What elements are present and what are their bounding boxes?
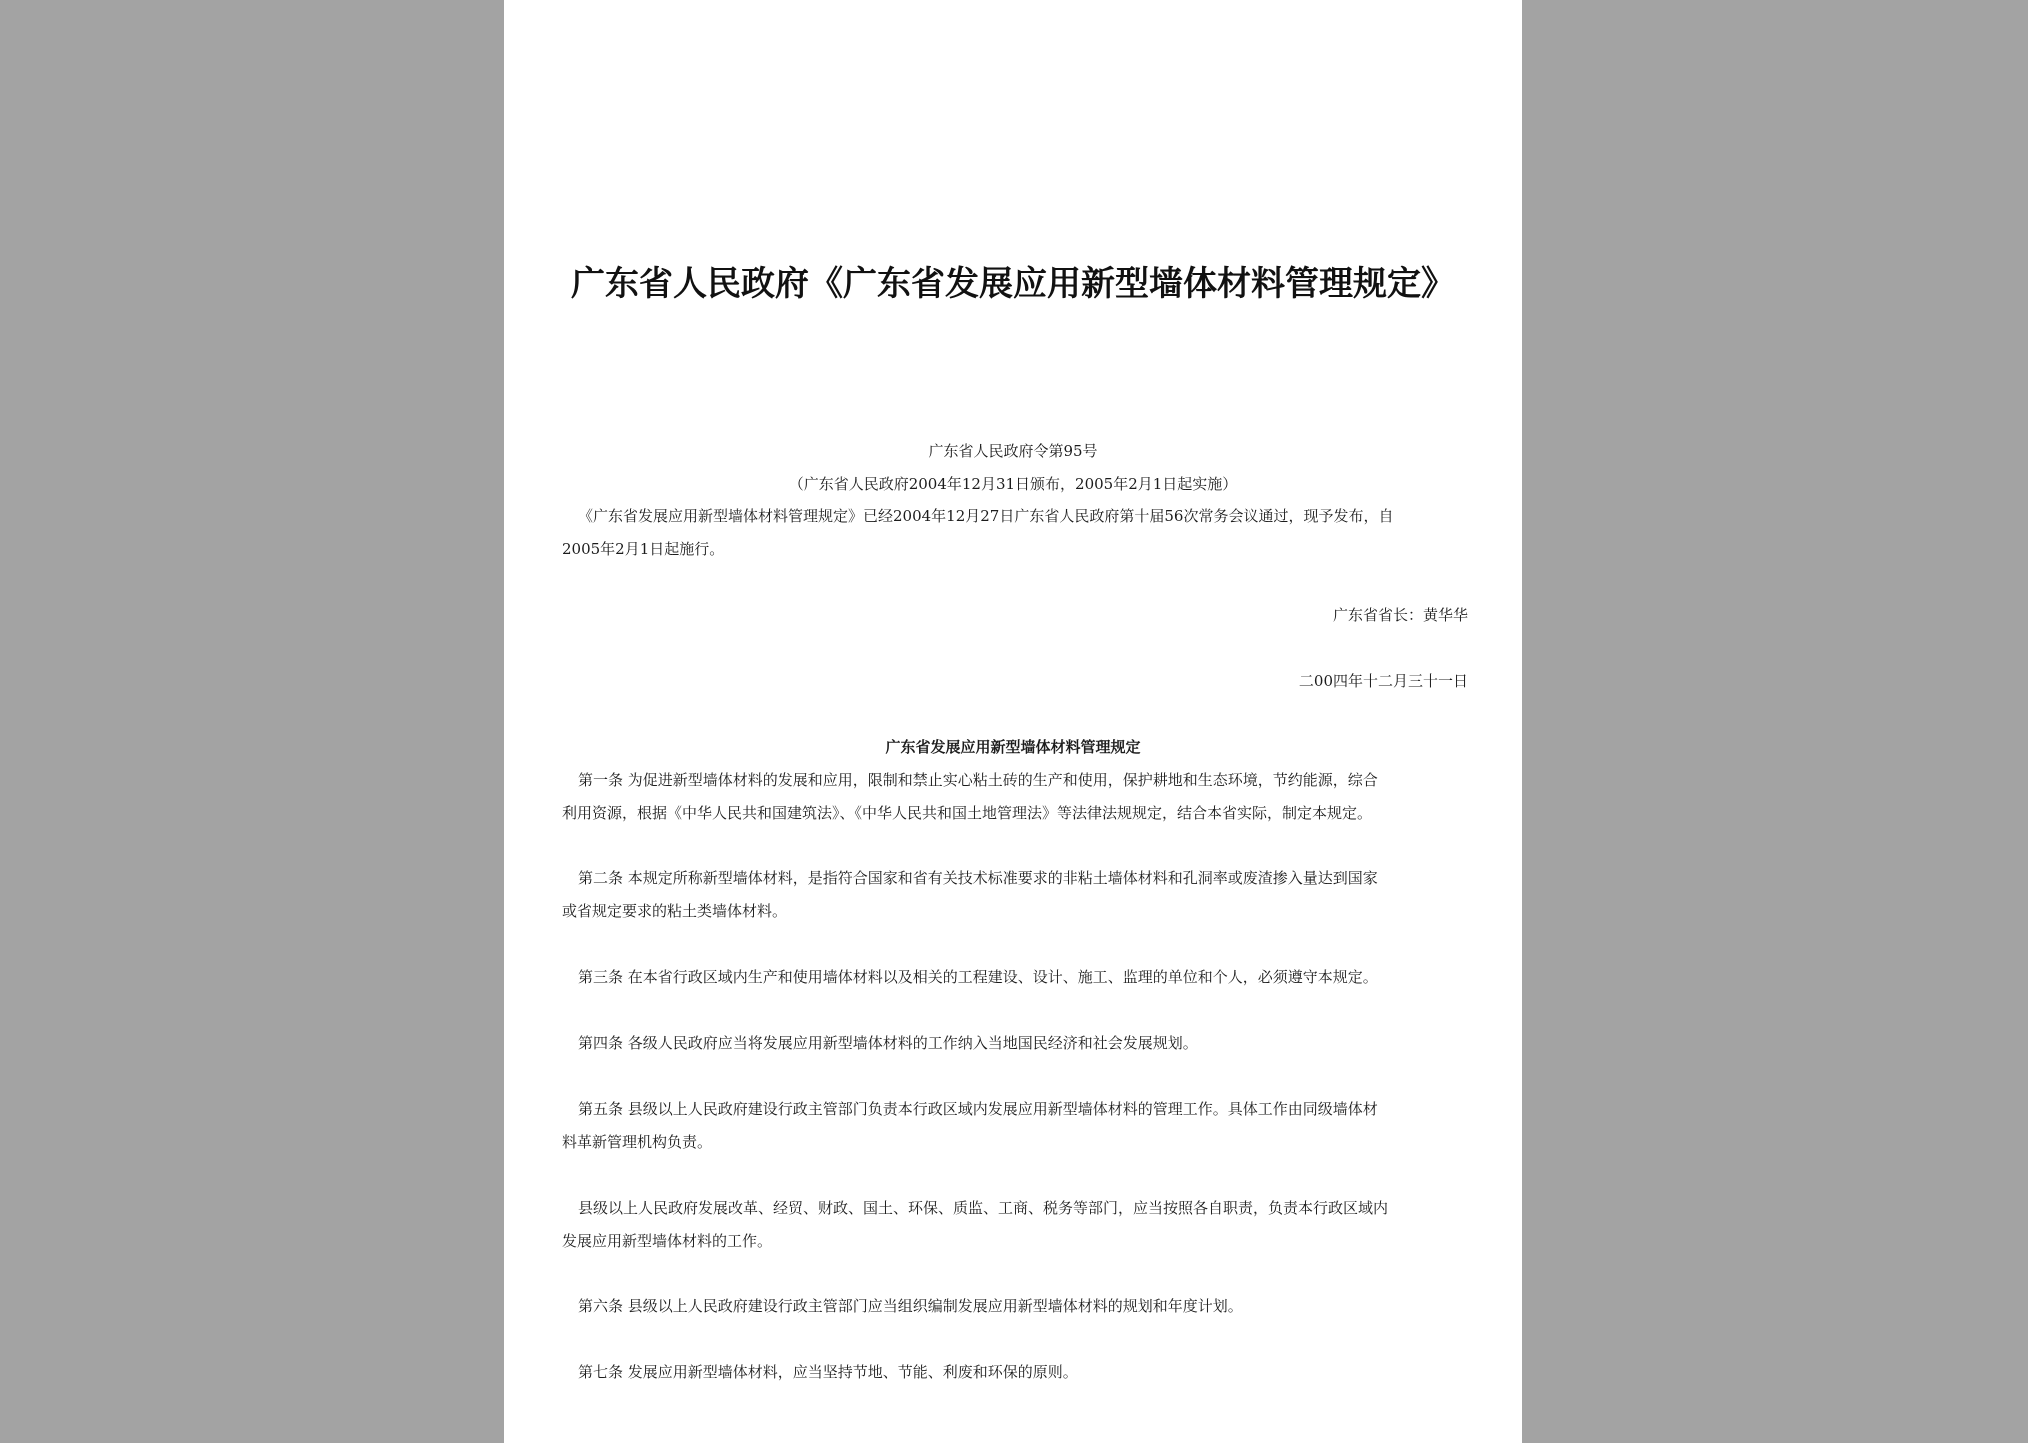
preamble-line-2: 2005年2月1日起施行。: [562, 540, 725, 558]
order-number: 广东省人民政府令第95号: [928, 442, 1098, 460]
section-title: 广东省发展应用新型墙体材料管理规定: [885, 738, 1141, 756]
article-3-line-1: 第三条 在本省行政区域内生产和使用墙体材料以及相关的工程建设、设计、施工、监理的单位和个人，必须遵守本规定。: [578, 968, 1378, 986]
article-1-line-1: 第一条 为促进新型墙体材料的发展和应用，限制和禁止实心粘土砖的生产和使用，保护耕地和生态环境，节约能源，综合: [578, 771, 1378, 789]
article-5-line-2: 料革新管理机构负责。: [562, 1133, 713, 1151]
article-4-line-1: 第四条 各级人民政府应当将发展应用新型墙体材料的工作纳入当地国民经济和社会发展规划。: [578, 1034, 1198, 1052]
issue-date: 二00四年十二月三十一日: [1298, 672, 1468, 690]
article-5-para-2-line-2: 发展应用新型墙体材料的工作。: [562, 1232, 773, 1250]
article-7-line-1: 第七条 发展应用新型墙体材料，应当坚持节地、节能、利废和环保的原则。: [578, 1363, 1078, 1381]
article-5-line-1: 第五条 县级以上人民政府建设行政主管部门负责本行政区域内发展应用新型墙体材料的管理工作。具体工作由同级墙体材: [578, 1100, 1378, 1118]
signature: 广东省省长：黄华华: [1332, 606, 1468, 624]
article-2-line-1: 第二条 本规定所称新型墙体材料，是指符合国家和省有关技术标准要求的非粘土墙体材料和孔洞率或废渣掺入量达到国家: [578, 869, 1378, 887]
article-1-line-2: 利用资源，根据《中华人民共和国建筑法》、《中华人民共和国土地管理法》等法律法规规定，结合本省实际，制定本规定。: [562, 804, 1373, 822]
promulgation-note: （广东省人民政府2004年12月31日颁布，2005年2月1日起实施）: [788, 475, 1238, 493]
article-2-line-2: 或省规定要求的粘土类墙体材料。: [562, 902, 788, 920]
article-5-para-2-line-1: 县级以上人民政府发展改革、经贸、财政、国土、环保、质监、工商、税务等部门，应当按照各自职责，负责本行政区域内: [578, 1199, 1389, 1217]
document-page: [504, 0, 1522, 1443]
article-6-line-1: 第六条 县级以上人民政府建设行政主管部门应当组织编制发展应用新型墙体材料的规划和年度计划。: [578, 1297, 1243, 1315]
document-title: 广东省人民政府《广东省发展应用新型墙体材料管理规定》: [571, 264, 1455, 304]
preamble-line-1: 《广东省发展应用新型墙体材料管理规定》已经2004年12月27日广东省人民政府第十届56次常务会议通过，现予发布，自: [578, 507, 1394, 525]
